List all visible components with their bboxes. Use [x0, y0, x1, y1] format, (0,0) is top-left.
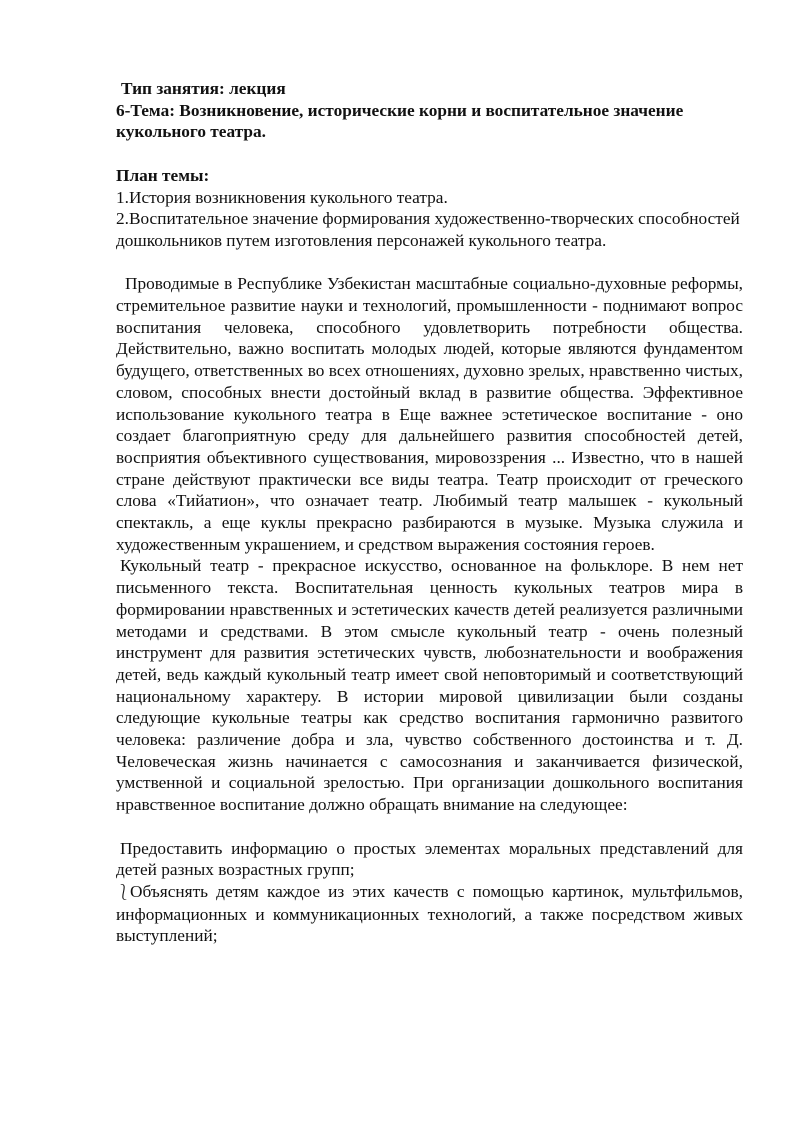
- topic-title: 6-Тема: Возникновение, исторические корни и воспитательное значение кукольного театра.: [116, 100, 684, 142]
- list-item-2: [116, 881, 743, 947]
- spacer: [116, 252, 743, 274]
- list-item-1: Предоставить информацию о простых элементах моральных представлений для детей разных возрастных групп;: [116, 838, 743, 880]
- lesson-type: Тип занятия: лекция: [121, 79, 286, 98]
- spacer: [116, 816, 743, 838]
- plan-item-2: 2.Воспитательное значение формирования художественно-творческих способностей дошкольников путем изготовления персонажей кукольного театра.: [116, 209, 740, 250]
- body-paragraph-2: Кукольный театр - прекрасное искусство, основанное на фольклоре. В нем нет письменного текста. Воспитательная ценность кукольных театров мира в формировании нравственных и эстетических качеств детей реализуется различными методами и средствами. В этом смысле кукольный театр - очень полезный инструмент для развития эстетических чувств, любознательности и воображения детей, ведь каждый кукольный театр имеет свой неповторимый и соответствующий национальному характеру. В истории мировой цивилизации были созданы следующие кукольные театры как средство воспитания гармонично развитого человека: различение добра и зла, чувство собственного достоинства и т. Д. Человеческая жизнь начинается с самосознания и заканчивается физической, умственной и социальной зрелостью. При организации дошкольного воспитания нравственное воспитание должно обращать внимание на следующее:: [116, 556, 743, 815]
- document-page: [116, 78, 743, 947]
- plan-item-1: 1.История возникновения кукольного театра.: [116, 187, 448, 207]
- spacer: [116, 143, 743, 165]
- body-paragraph-1: Проводимые в Республике Узбекистан масштабные социально-духовные реформы, стремительное развитие науки и технологий, промышленности - поднимают вопрос воспитания человека, способного удовлетворить потребности общества. Действительно, важно воспитать молодых людей, которые являются фундаментом будущего, ответственных во всех отношениях, духовно зрелых, нравственно чистых, словом, способных внести достойный вклад в развитие общества. Эффективное использование кукольного театра в Еще важнее эстетическое воспитание - оно создает благоприятную среду для дальнейшего развития способностей детей, восприятия объективного существования, мировоззрения ... Известно, что в нашей стране действуют практически все виды театра. Театр происходит от греческого слова «Тийатион», что означает театр. Любимый театр малышек - кукольный спектакль, а еще куклы прекрасно разбираются в музыке. Музыка служила и художественным украшением, и средством выражения состояния героев.: [116, 274, 743, 554]
- list-item-2-text: Объяснять детям каждое из этих качеств с помощью картинок, мультфильмов, информационных и коммуникационных технологий, а также посредством живых выступлений;: [116, 881, 743, 946]
- plan-title: План темы:: [116, 165, 210, 185]
- bullet-marker-icon: ⎱: [116, 882, 132, 901]
